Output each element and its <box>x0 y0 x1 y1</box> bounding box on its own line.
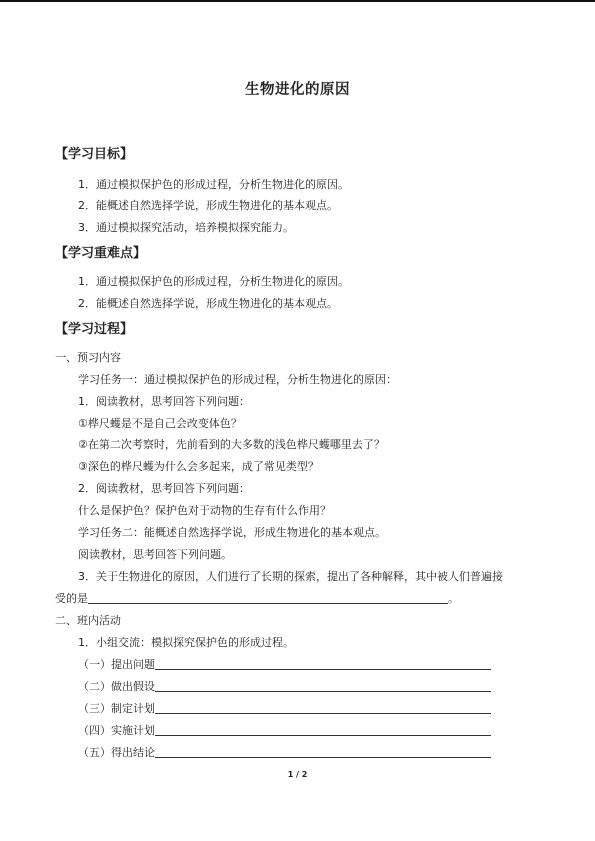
goal-item: 1．通过模拟保护色的形成过程，分析生物进化的原因。 <box>78 178 349 191</box>
answer-blank[interactable] <box>155 701 491 714</box>
key-point-item: 2．能概述自然选择学说，形成生物进化的基本观点。 <box>78 297 338 310</box>
answer-blank[interactable] <box>88 591 448 604</box>
step-make-plan: （三）制定计划 <box>78 700 491 716</box>
read-instruction: 阅读教材，思考回答下列问题。 <box>78 548 232 561</box>
top-border-line <box>0 0 595 2</box>
question-3-suffix: 。 <box>448 592 459 605</box>
question-1b: ②在第二次考察时，先前看到的大多数的浅色桦尺蠖哪里去了？ <box>78 438 385 451</box>
key-point-item: 1．通过模拟保护色的形成过程，分析生物进化的原因。 <box>78 275 349 288</box>
question-3: 3．关于生物进化的原因，人们进行了长期的探索，提出了各种解释，其中被人们普遍接 <box>78 570 503 583</box>
page-title: 生物进化的原因 <box>245 82 350 98</box>
activity-1: 1．小组交流：模拟探究保护色的形成过程。 <box>78 636 294 649</box>
section-heading-process: 【学习过程】 <box>55 322 134 337</box>
question-1a: ①桦尺蠖是不是自己会改变体色？ <box>78 417 242 430</box>
answer-blank[interactable] <box>155 723 491 736</box>
task-two: 学习任务二：能概述自然选择学说，形成生物进化的基本观点。 <box>78 526 386 539</box>
goal-item: 3．通过模拟探究活动，培养模拟探究能力。 <box>78 221 294 234</box>
step-carry-out-plan: （四）实施计划 <box>78 722 491 738</box>
step-hypothesis: （二）做出假设 <box>78 678 491 694</box>
task-one: 学习任务一：通过模拟保护色的形成过程，分析生物进化的原因： <box>78 373 397 386</box>
question-3-answer-line <box>55 590 459 606</box>
question-2a: 什么是保护色？保护色对于动物的生存有什么作用？ <box>78 504 331 517</box>
section-heading-key-points: 【学习重难点】 <box>55 246 147 261</box>
answer-blank[interactable] <box>155 745 491 758</box>
step-conclusion: （五）得出结论 <box>78 744 491 760</box>
step-ask-question: （一）提出问题 <box>78 656 491 672</box>
answer-blank[interactable] <box>155 657 491 670</box>
question-3-prefix: 受的是 <box>55 592 88 605</box>
answer-blank[interactable] <box>155 679 491 692</box>
question-1: 1．阅读教材，思考回答下列问题： <box>78 395 250 408</box>
goal-item: 2．能概述自然选择学说，形成生物进化的基本观点。 <box>78 199 338 212</box>
part-heading-class-activity: 二、班内活动 <box>55 614 121 627</box>
question-2: 2．阅读教材，思考回答下列问题： <box>78 482 250 495</box>
section-heading-goals: 【学习目标】 <box>55 147 134 162</box>
question-1c: ③深色的桦尺蠖为什么会多起来，成了常见类型？ <box>78 460 319 473</box>
part-heading-preview: 一、预习内容 <box>55 351 121 364</box>
page-number: 1 / 2 <box>287 770 308 779</box>
